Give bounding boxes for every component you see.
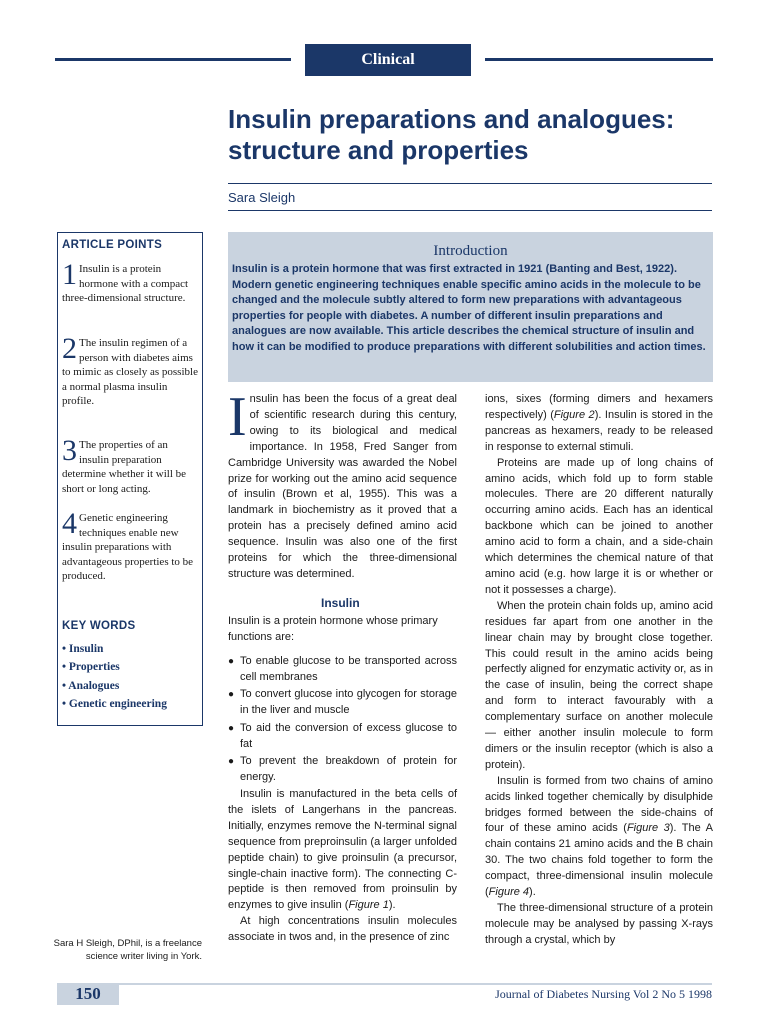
section-label: Clinical: [305, 44, 471, 76]
paragraph-text: ).: [529, 886, 536, 899]
title-rule: [228, 183, 712, 184]
article-point-3: [62, 434, 200, 496]
list-item: ● To convert glucose into glycogen for storage in the liver and muscle: [228, 687, 457, 719]
drop-cap: I: [228, 386, 247, 448]
article-title: [228, 104, 728, 166]
keyword: • Genetic engineering: [62, 698, 167, 710]
point-number: 1: [62, 258, 77, 291]
paragraph: The three-dimensional structure of a protein molecule may be analysed by passing X-rays through a crystal, which by: [485, 902, 713, 946]
point-text: The insulin regimen of a person with diabetes aims to mimic as closely as possible a normal plasma insulin profile.: [62, 337, 198, 408]
paragraph: [228, 787, 457, 914]
article-points-heading: ARTICLE POINTS: [62, 239, 163, 251]
paragraph: [485, 774, 713, 901]
title-line-2: structure and properties: [228, 135, 529, 165]
author-rule: [228, 210, 712, 211]
article-point-2: [62, 332, 200, 409]
paragraph-text: ions, sixes (forming dimers and hexamers respectively) (: [485, 393, 713, 421]
header-rule-left: [55, 58, 291, 61]
title-line-1: Insulin preparations and analogues:: [228, 104, 675, 134]
figure-ref: Figure 1: [348, 899, 389, 912]
intro-functions-paragraph: Insulin is a protein hormone whose primary functions are:: [228, 615, 438, 643]
paragraph-text: ).: [388, 899, 396, 912]
keyword: • Analogues: [62, 680, 120, 692]
functions-list: [228, 654, 457, 787]
point-number: 2: [62, 332, 77, 365]
keyword: • Insulin: [62, 643, 104, 655]
paragraph: At high concentrations insulin molecules associate in twos and, in the presence of zinc: [228, 915, 457, 944]
article-point-4: [62, 507, 200, 584]
article-point-1: [62, 258, 200, 306]
opening-paragraph-text: nsulin has been the focus of a great deal of scientific research during this century, owing to its biological and medical importance. In 1958, Fred Sanger from Cambridge University was awarded the Nobel prize for working out the amino acid sequence of insulin (Brown et al, 1955). This was a landmark in biochemistry as it proved that a protein has a precisely defined amino acid sequence. Insulin was also one of the first proteins for which the three-dimensional structure was determined.: [228, 393, 457, 580]
list-item: ● To aid the conversion of excess glucose to fat: [228, 721, 457, 753]
body-column-1-lower: [228, 787, 457, 946]
opening-paragraph: [228, 386, 457, 583]
paragraph: [485, 392, 713, 456]
paragraph-text: Insulin is manufactured in the beta cells of the islets of Langerhans in the pancreas. Initially, enzymes remove the N-terminal signal sequence from preproinsulin (a larger unfolded peptide chain) to give proinsulin (a precursor, single-chain inactive form). The connecting C-peptide is then removed from proinsulin by enzymes to give insulin (: [228, 788, 457, 912]
list-item: ● To enable glucose to be transported across cell membranes: [228, 654, 457, 686]
point-number: 4: [62, 507, 77, 540]
introduction-text: Insulin is a protein hormone that was first extracted in 1921 (Banting and Best, 1922). Modern genetic engineering techniques enable specific amino acids in the molecule to be changed and the molecule subtly altered to form new preparations with advantageous properties for people with diabetes. A number of different insulin preparations and analogues are now available. This article describes the chemical structure of insulin and how it can be modified to produce preparations with different solubilities and action times.: [232, 263, 706, 353]
key-words-heading: KEY WORDS: [62, 620, 136, 632]
figure-ref: Figure 4: [488, 886, 530, 899]
list-item: ● To prevent the breakdown of protein for energy.: [228, 754, 457, 786]
point-text: The properties of an insulin preparation determine whether it will be short or long acting.: [62, 439, 187, 495]
author: Sara Sleigh: [228, 190, 296, 205]
point-number: 3: [62, 434, 77, 467]
paragraph: When the protein chain folds up, amino acid residues far apart from one another in the linear chain may by brought close together. This could result in the amino acids being perfectly aligned for enzymatic activity or, as in the case of insulin, being the correct shape and form to interact favourably with a complementary surface on another molecule — either another insulin molecule to form dimers or the insulin receptor (which is also a protein).: [485, 599, 713, 771]
introduction-heading: Introduction: [433, 243, 508, 259]
section-heading-insulin: Insulin: [321, 596, 360, 610]
keyword: • Properties: [62, 661, 120, 673]
journal-citation: Journal of Diabetes Nursing Vol 2 No 5 1998: [495, 987, 712, 1001]
header-rule-right: [485, 58, 713, 61]
point-text: Insulin is a protein hormone with a compact three-dimensional structure.: [62, 263, 189, 305]
figure-ref: Figure 3: [626, 822, 670, 835]
body-column-1: [228, 386, 457, 583]
page-number: 150: [57, 983, 119, 1005]
paragraph: Proteins are made up of long chains of amino acids, which fold up to form stable molecules. There are 20 different naturally occurring amino acids. Each has an identical backbone which can be joined to another amino acid to form a chain, and a side-chain which determines the chemical nature of that amino acid (e.g. how large it is or whether or not it possesses a charge).: [485, 456, 713, 596]
author-bio: Sara H Sleigh, DPhil, is a freelance science writer living in York.: [53, 938, 202, 962]
figure-ref: Figure 2: [553, 408, 595, 421]
paragraph-text: Insulin is formed from two chains of amino acids linked together chemically by disulphide bridges formed between the side-chains of four of these amino acids (: [485, 774, 713, 835]
point-text: Genetic engineering techniques enable new insulin preparations with advantageous properties to be produced.: [62, 512, 194, 583]
footer-rule: [57, 983, 712, 985]
paragraph-text: ). Insulin is stored in the pancreas as hexamers, ready to be released in response to external stimuli.: [485, 408, 713, 453]
paragraph-text: ). The A chain contains 21 amino acids and the B chain 30. The two chains fold together to form the compact, three-dimensional insulin molecule (: [485, 822, 714, 899]
body-column-2: [485, 392, 713, 949]
